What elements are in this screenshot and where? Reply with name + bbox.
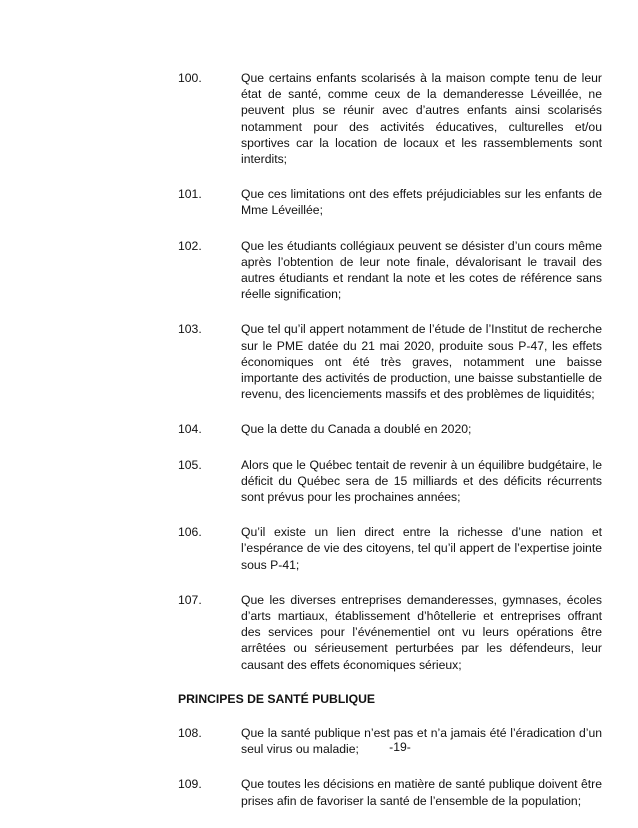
paragraph-105 xyxy=(178,457,602,506)
paragraph-101 xyxy=(178,186,602,218)
paragraph-104 xyxy=(178,421,602,437)
paragraph-number: 100. xyxy=(178,71,202,85)
paragraph-102 xyxy=(178,238,602,303)
document-body xyxy=(178,70,602,828)
paragraph-number: 103. xyxy=(178,322,202,337)
paragraph-text: Que toutes les décisions en matière de santé publique doivent être prises afin de favoriser la santé de l’ensemble de la population; xyxy=(241,777,602,808)
paragraph-109 xyxy=(178,776,602,808)
paragraph-107 xyxy=(178,592,602,673)
paragraph-text: Que les diverses entreprises demanderesses, gymnases, écoles d’arts martiaux, établissement d’hôtellerie et entreprises offrant des services pour l’événementiel ont vu leurs opérations être arrêtées ou sérieusement perturbées par les défendeurs, leur causant des effets économiques sérieux; xyxy=(241,592,602,672)
paragraph-106 xyxy=(178,524,602,573)
paragraph-number: 105. xyxy=(178,457,202,472)
paragraph-text: Qu’il existe un lien direct entre la richesse d’une nation et l’espérance de vie des citoyens, tel qu’il appert de l’expertise jointe sous P-41; xyxy=(241,525,602,572)
paragraph-text: Que les étudiants collégiaux peuvent se désister d’un cours même après l’obtention de leur note finale, dévalorisant le travail des autres étudiants et rendant la note et les cotes de référence sans réelle signification; xyxy=(241,238,602,302)
paragraph-100 xyxy=(178,70,602,167)
paragraph-text: Que la dette du Canada a doublé en 2020; xyxy=(241,422,472,437)
paragraph-103 xyxy=(178,321,602,402)
paragraph-text: Que certains enfants scolarisés à la maison compte tenu de leur état de santé, comme ceux de la demanderesse Léveillée, ne peuvent plus se réunir avec d’autres enfants ainsi scolarisés notamment pour des activités éducatives, culturelles et/ou sportives car la location de locaux et les rassemblements sont interdits; xyxy=(241,71,602,167)
paragraph-number: 101. xyxy=(178,187,202,202)
paragraph-text: Que tel qu’il appert notamment de l’étude de l’Institut de recherche sur le PME datée du 21 mai 2020, produite sous P-47, les effets économiques ont été très graves, notamment une baisse importante des activités de production, une baisse substantielle de revenu, des licenciements massifs et des problèmes de liquidités; xyxy=(241,322,602,402)
paragraph-text: Alors que le Québec tentait de revenir à un équilibre budgétaire, le déficit du Québec sera de 15 milliards et des déficits récurrents sont prévus pour les prochaines années; xyxy=(241,457,602,505)
paragraph-number: 102. xyxy=(178,238,202,253)
page-footer xyxy=(0,740,638,754)
paragraph-number: 104. xyxy=(178,422,202,437)
section-heading: PRINCIPES DE SANTÉ PUBLIQUE xyxy=(178,691,376,706)
paragraph-number: 106. xyxy=(178,525,202,540)
paragraph-text: Que la santé publique n’est pas et n’a jamais été l’éradication d’un seul virus ou maladie; xyxy=(241,725,602,757)
paragraph-number: 107. xyxy=(178,592,202,607)
paragraph-number: 109. xyxy=(178,777,202,792)
paragraph-text: Que ces limitations ont des effets préjudiciables sur les enfants de Mme Léveillée; xyxy=(241,187,602,218)
paragraph-number: 108. xyxy=(178,725,202,740)
page-number: -19- xyxy=(389,740,411,754)
